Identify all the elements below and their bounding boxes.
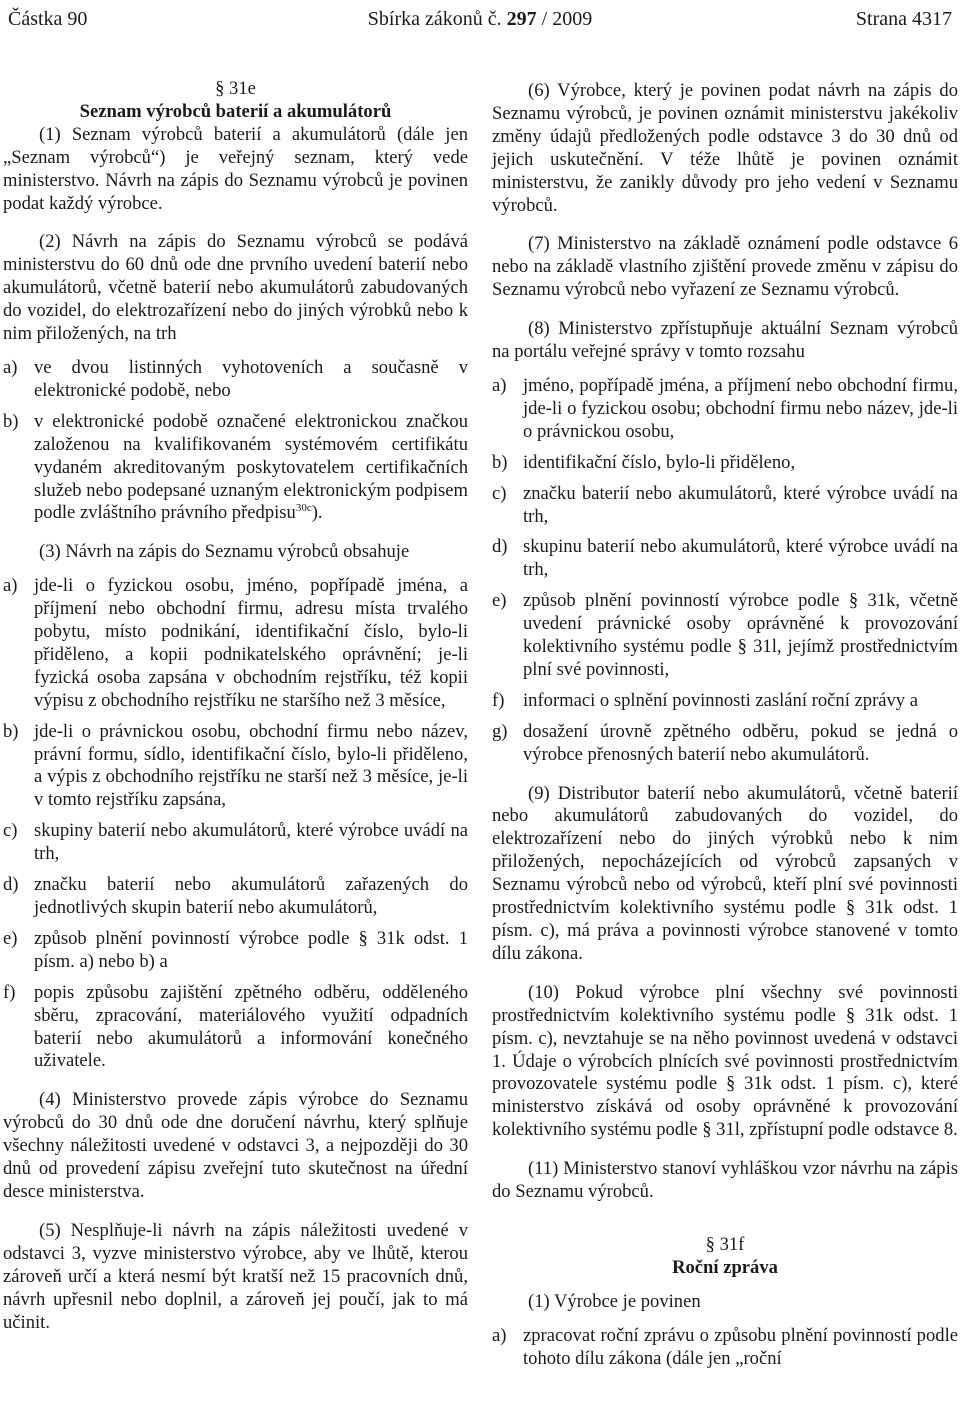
list-item-label: e) [3,927,18,949]
paragraph-2: (2) Návrh na zápis do Seznamu výrobců se podává ministerstvu do 60 dnů ode dne prvního uvedení baterií nebo akumulátorů, včetně baterií nebo akumulátorů zabudovaných do vozidel, do elektrozařízení nebo do jiných výrobků nebo k nim přiložených, na trh [3,231,468,345]
list-item-end: ). [311,502,323,524]
list-item [3,411,468,526]
section-31f-list [492,1325,958,1371]
list-item-label: a) [492,1324,507,1346]
section-31f-title: Roční zpráva [672,1256,778,1278]
list-item-label: g) [492,720,508,742]
list-item-label: e) [492,590,507,612]
collection-prefix: Sbírka zákonů č. [367,8,502,30]
list-item-label: c) [492,482,507,504]
list-item-text: jde-li o fyzickou osobu, jméno, popřípadě jména, a příjmení nebo obchodní firmu, adresu místa trvalého pobytu, místo podnikání, identifikační číslo, bylo-li přiděleno, a kopii podnikatelského oprávnění; je-li fyzická osoba zapsána v obchodním rejstříku, též kopii výpisu z obchodního rejstříku ne staršího než 3 měsíce, [34,575,468,711]
list-item-label: b) [492,451,508,473]
list-item [3,820,468,866]
list-item [3,982,468,1074]
list-item [3,357,468,403]
list-item [492,452,958,475]
footnote-ref: 30c [295,502,312,515]
paragraph-4: (4) Ministerstvo provede zápis výrobce do Seznamu výrobců do 30 dnů ode dne doručení návrhu, který splňuje všechny náležitosti uvedené v odstavci 3, a nejpozději do 30 dnů od provedení zápisu zveřejní tuto skutečnost na úřední desce ministerstva. [3,1089,468,1202]
list-item [492,590,958,682]
paragraph-7: (7) Ministerstvo na základě oznámení podle odstavce 6 nebo na základě vlastního zjištění provede změnu v zápisu do Seznamu výrobců nebo vyřazení ze Seznamu výrobců. [492,233,958,301]
list-item [3,575,468,712]
paragraph-5: (5) Nesplňuje-li návrh na zápis náležitosti uvedené v odstavci 3, vyzve ministerstvo výrobce, aby ve lhůtě, kterou zároveň určí a která nesmí být kratší než 15 pracovních dnů, návrh upřesnil nebo doplnil, a zároveň jej poučí, jak to má učinit. [3,1219,468,1333]
paragraph-11: (11) Ministerstvo stanoví vyhláškou vzor návrhu na zápis do Seznamu výrobců. [492,1158,958,1203]
right-column [492,80,958,1371]
list-item-text: informaci o splnění povinnosti zaslání roční zprávy a [523,689,919,711]
law-number: 297 [506,8,537,30]
list-item-label: d) [3,874,19,896]
section-31e-number: § 31e [215,78,256,99]
paragraph-8: (8) Ministerstvo zpřístupňuje aktuální Seznam výrobců na portálu veřejné správy v tomto rozsahu [492,318,958,363]
list-item-text: jméno, popřípadě jména, a příjmení nebo obchodní firmu, jde-li o fyzickou osobu; obchodní firmu nebo název, jde-li o právnickou osobu, [523,374,958,442]
page-number: Strana 4317 [855,8,952,30]
list-item-text: skupiny baterií nebo akumulátorů, které výrobce uvádí na trh, [34,820,468,865]
list-item-label: b) [3,410,19,432]
section-31f-number: § 31f [705,1233,745,1255]
paragraph-1: (1) Seznam výrobců baterií a akumulátorů (dále jen „Seznam výrobců“) je veřejný seznam, který vede ministerstvo. Návrh na zápis do Seznamu výrobců je povinen podat každý výrobce. [3,123,468,214]
list-item [3,874,468,920]
list-item-text: značku baterií nebo akumulátorů, které výrobce uvádí na trh, [523,482,958,527]
list-item-label: b) [3,720,19,742]
paragraph-3: (3) Návrh na zápis do Seznamu výrobců obsahuje [39,541,410,563]
list-item-label: c) [3,820,18,842]
list-item-text: způsob plnění povinností výrobce podle § 31k, včetně uvedení právnické osoby oprávněné k provozování kolektivního systému podle § 31l, jejímž prostřednictvím plní své povinnosti, [523,590,958,680]
paragraph-3-list [3,575,468,1073]
list-item-text: skupinu baterií nebo akumulátorů, které výrobce uvádí na trh, [523,536,958,581]
section-31e-title: Seznam výrobců baterií a akumulátorů [79,100,392,122]
list-item-text: zpracovat roční zprávu o způsobu plnění povinností podle tohoto dílu zákona (dále jen „roční [523,1324,958,1369]
list-item-label: a) [3,356,18,378]
list-item-label: f) [3,981,16,1003]
list-item [492,483,958,529]
paragraph-9: (9) Distributor baterií nebo akumulátorů, včetně baterií nebo akumulátorů zabudovaných do vozidel, do elektrozařízení nebo do jiných výrobků nebo k nim přiložených, nepocházejících od výrobců zapsaných v Seznamu výrobců nebo od výrobců, kteří plní své povinnosti prostřednictvím kolektivního systému podle § 31k odst. 1 písm. c), má práva a povinnosti výrobce stanovené v tomto dílu zákona. [492,782,958,964]
list-item-label: a) [3,575,18,597]
list-item-text: značku baterií nebo akumulátorů zařazených do jednotlivých skupin baterií nebo akumulátorů, [34,874,468,918]
list-item-text: způsob plnění povinností výrobce podle § 31k odst. 1 písm. a) nebo b) a [34,927,468,972]
list-item [492,1325,958,1371]
list-item [492,536,958,582]
collection-title [8,4,952,34]
left-column [3,78,468,1334]
list-item [3,928,468,974]
page-header [8,4,952,34]
issue-number: Částka 90 [8,8,88,30]
list-item-text: popis způsobu zajištění zpětného odběru, odděleného sběru, zpracování, materiálového využití odpadních baterií nebo akumulátorů a informování konečného uživatele. [34,981,468,1072]
list-item-text: identifikační číslo, bylo-li přiděleno, [523,451,796,473]
collection-year: / 2009 [541,8,593,30]
list-item-text: dosažení úrovně zpětného odběru, pokud se jedná o výrobce přenosných baterií nebo akumulátorů. [523,720,958,765]
list-item [492,375,958,444]
section-31f-paragraph-1: (1) Výrobce je povinen [528,1290,701,1312]
list-item-label: a) [492,374,507,396]
paragraph-2-list [3,357,468,525]
paragraph-8-list [492,375,958,767]
list-item-label: d) [492,536,508,558]
list-item-text: v elektronické podobě označené elektronickou značkou založenou na kvalifikovaném systémovém certifikátu vydaném akreditovaným poskytovatelem certifikačních služeb nebo podepsané uznaným elektronickým podpisem podle zvláštního právního předpisu [34,410,468,524]
paragraph-10: (10) Pokud výrobce plní všechny své povinnosti prostřednictvím kolektivního systému podle § 31k odst. 1 písm. c), nevztahuje se na něho povinnost uvedená v odstavci 1. Údaje o výrobcích plnících své povinnosti prostřednictvím provozovatele systému podle § 31k odst. 1 písm. c), které ministerstvo získává od osoby oprávněné k provozování kolektivního systému podle § 31l, zpřístupní podle odstavce 8. [492,981,958,1141]
list-item-text: ve dvou listinných vyhotoveních a současně v elektronické podobě, nebo [34,356,468,401]
list-item-text: jde-li o právnickou osobu, obchodní firmu nebo název, právní formu, sídlo, identifikační číslo, bylo-li přiděleno, a výpis z obchodního rejstříku ne starší než 3 měsíce, je-li v tomto rejstříku zapsána, [34,720,468,811]
list-item [492,721,958,767]
list-item [492,690,958,713]
list-item [3,721,468,813]
list-item-label: f) [492,689,505,711]
paragraph-6: (6) Výrobce, který je povinen podat návrh na zápis do Seznamu výrobců, je povinen oznámit ministerstvu jakékoliv změny údajů předložených podle odstavce 3 do 30 dnů od jejich uskutečnění. V téže lhůtě je povinen oznámit ministerstvu, že zanikly důvody pro jeho vedení v Seznamu výrobců. [492,80,958,216]
